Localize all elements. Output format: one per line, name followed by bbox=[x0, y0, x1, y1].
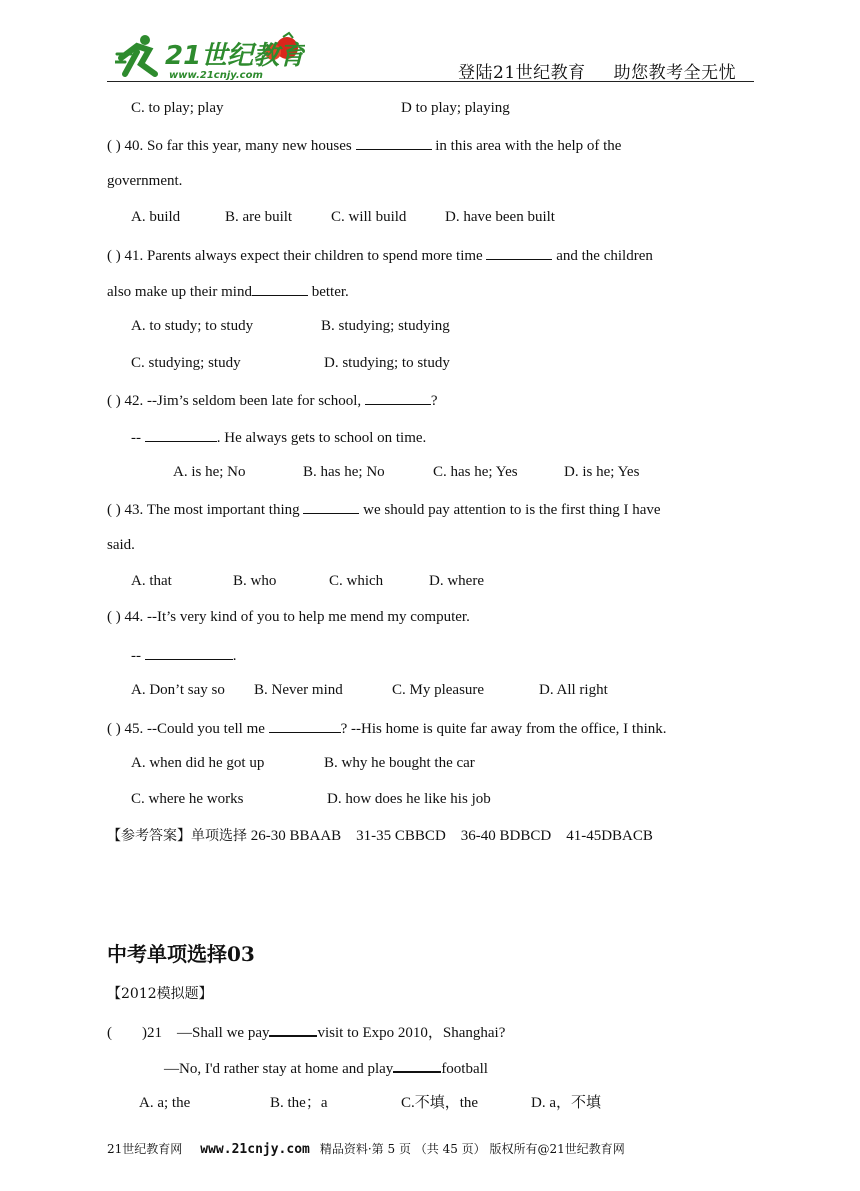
answer-key bbox=[107, 827, 653, 845]
page-footer bbox=[107, 1140, 625, 1157]
q42-blank-1 bbox=[365, 390, 431, 405]
site-logo[interactable] bbox=[115, 30, 305, 82]
q42-blank-2 bbox=[145, 427, 217, 442]
q43-option-b: B. who bbox=[233, 573, 277, 589]
q43-option-a: A. that bbox=[131, 573, 172, 589]
footer-site: 21世纪教育网 bbox=[107, 1142, 183, 1156]
q41-stem-end: and the children bbox=[556, 248, 653, 264]
q40-stem: ( ) 40. So far this year, many new houses bbox=[107, 138, 352, 154]
q42-option-a: A. is he; No bbox=[173, 464, 246, 480]
q42-reply bbox=[131, 427, 426, 447]
q21-reply bbox=[164, 1057, 488, 1078]
section-subtitle: 【2012模拟题】 bbox=[107, 986, 213, 1002]
q21-blank-1 bbox=[269, 1021, 317, 1037]
q41-blank-2 bbox=[252, 281, 308, 296]
q40-stem-end: in this area with the help of the bbox=[435, 138, 622, 154]
q45-option-a: A. when did he got up bbox=[131, 755, 265, 771]
q21-option-d: D. a，不填 bbox=[531, 1095, 601, 1111]
q41-blank-1 bbox=[486, 245, 552, 260]
q41-option-c: C. studying; study bbox=[131, 355, 241, 371]
question-43 bbox=[107, 499, 661, 519]
q21-option-c: C.不填，the bbox=[401, 1095, 479, 1111]
q41-continuation bbox=[107, 281, 349, 301]
q21-stem: ( )21 —Shall we pay bbox=[107, 1025, 270, 1041]
q43-stem: ( ) 43. The most important thing bbox=[107, 502, 300, 518]
q41-option-a: A. to study; to study bbox=[131, 318, 254, 334]
q42-stem-end: ? bbox=[430, 393, 438, 409]
footer-page-info: 精品资料·第 5 页 （共 45 页） 版权所有@21世纪教育网 bbox=[319, 1142, 625, 1156]
q45-option-d: D. how does he like his job bbox=[327, 791, 491, 807]
q21-reply-start: —No, I'd rather stay at home and play bbox=[164, 1061, 394, 1077]
q21-stem-end: visit to Expo 2010，Shanghai? bbox=[317, 1025, 506, 1041]
q41-option-d: D. studying; to study bbox=[324, 355, 450, 371]
header-divider bbox=[107, 81, 754, 82]
q42-reply-dash: -- bbox=[131, 430, 141, 446]
q41-cont-end: better. bbox=[311, 284, 349, 300]
q43-stem-end: we should pay attention to is the first thing I have bbox=[363, 502, 661, 518]
section-title: 中考单项选择03 bbox=[107, 942, 255, 966]
q44-option-c: C. My pleasure bbox=[392, 682, 485, 698]
q40-blank bbox=[356, 135, 432, 150]
q40-option-d: D. have been built bbox=[445, 209, 555, 225]
q40-option-a: A. build bbox=[131, 209, 181, 225]
q44-reply-dash: -- bbox=[131, 648, 141, 664]
q43-continuation: said. bbox=[107, 537, 135, 553]
q43-blank bbox=[303, 499, 359, 514]
logo-text: 21世纪教育 bbox=[165, 41, 305, 71]
header-slogan: 助您教考全无忧 bbox=[613, 63, 737, 83]
q45-blank bbox=[269, 718, 341, 733]
q21-reply-end: football bbox=[441, 1061, 488, 1077]
q43-option-d: D. where bbox=[429, 573, 484, 589]
q21-option-a: A. a; the bbox=[139, 1095, 191, 1111]
q44-reply bbox=[131, 645, 237, 665]
q44-blank bbox=[145, 645, 233, 660]
q39-option-d: D to play; playing bbox=[401, 100, 510, 116]
q41-option-b: B. studying; studying bbox=[321, 318, 450, 334]
q45-stem-end: ? --His home is quite far away from the office, I think. bbox=[340, 721, 667, 737]
q41-stem: ( ) 41. Parents always expect their children to spend more time bbox=[107, 248, 483, 264]
q44-option-a: A. Don’t say so bbox=[131, 682, 225, 698]
logo-url: www.21cnjy.com bbox=[169, 70, 263, 81]
q44-reply-end: . bbox=[232, 648, 237, 664]
q40-continuation: government. bbox=[107, 173, 183, 189]
question-21 bbox=[107, 1021, 505, 1042]
question-42 bbox=[107, 390, 438, 410]
q21-blank-2 bbox=[393, 1057, 441, 1073]
question-41 bbox=[107, 245, 653, 265]
footer-url[interactable]: www.21cnjy.com bbox=[200, 1142, 310, 1157]
header-site: 登陆21世纪教育 bbox=[458, 63, 586, 83]
q42-option-c: C. has he; Yes bbox=[433, 464, 518, 480]
runner-icon bbox=[115, 35, 155, 74]
question-45 bbox=[107, 718, 667, 738]
q42-stem: ( ) 42. --Jim’s seldom been late for school, bbox=[107, 393, 362, 409]
q42-option-d: D. is he; Yes bbox=[564, 464, 640, 480]
q40-option-c: C. will build bbox=[331, 209, 407, 225]
q40-option-b: B. are built bbox=[225, 209, 293, 225]
answer-key-values: 26-30 BBAAB 31-35 CBBCD 36-40 BDBCD 41-45DBACB bbox=[250, 828, 653, 844]
q45-stem: ( ) 45. --Could you tell me bbox=[107, 721, 265, 737]
q45-option-b: B. why he bought the car bbox=[324, 755, 475, 771]
q42-reply-end: . He always gets to school on time. bbox=[216, 430, 427, 446]
question-44: ( ) 44. --It’s very kind of you to help me mend my computer. bbox=[107, 609, 470, 625]
question-40 bbox=[107, 135, 621, 155]
q39-option-c: C. to play; play bbox=[131, 100, 224, 116]
q21-option-b: B. the；a bbox=[270, 1095, 328, 1111]
q44-option-d: D. All right bbox=[539, 682, 608, 698]
q41-cont-start: also make up their mind bbox=[107, 284, 252, 300]
q45-option-c: C. where he works bbox=[131, 791, 244, 807]
q43-option-c: C. which bbox=[329, 573, 384, 589]
q42-option-b: B. has he; No bbox=[303, 464, 385, 480]
header-tagline bbox=[458, 58, 736, 83]
q44-option-b: B. Never mind bbox=[254, 682, 343, 698]
answer-key-label: 【参考答案】单项选择 bbox=[107, 828, 247, 844]
